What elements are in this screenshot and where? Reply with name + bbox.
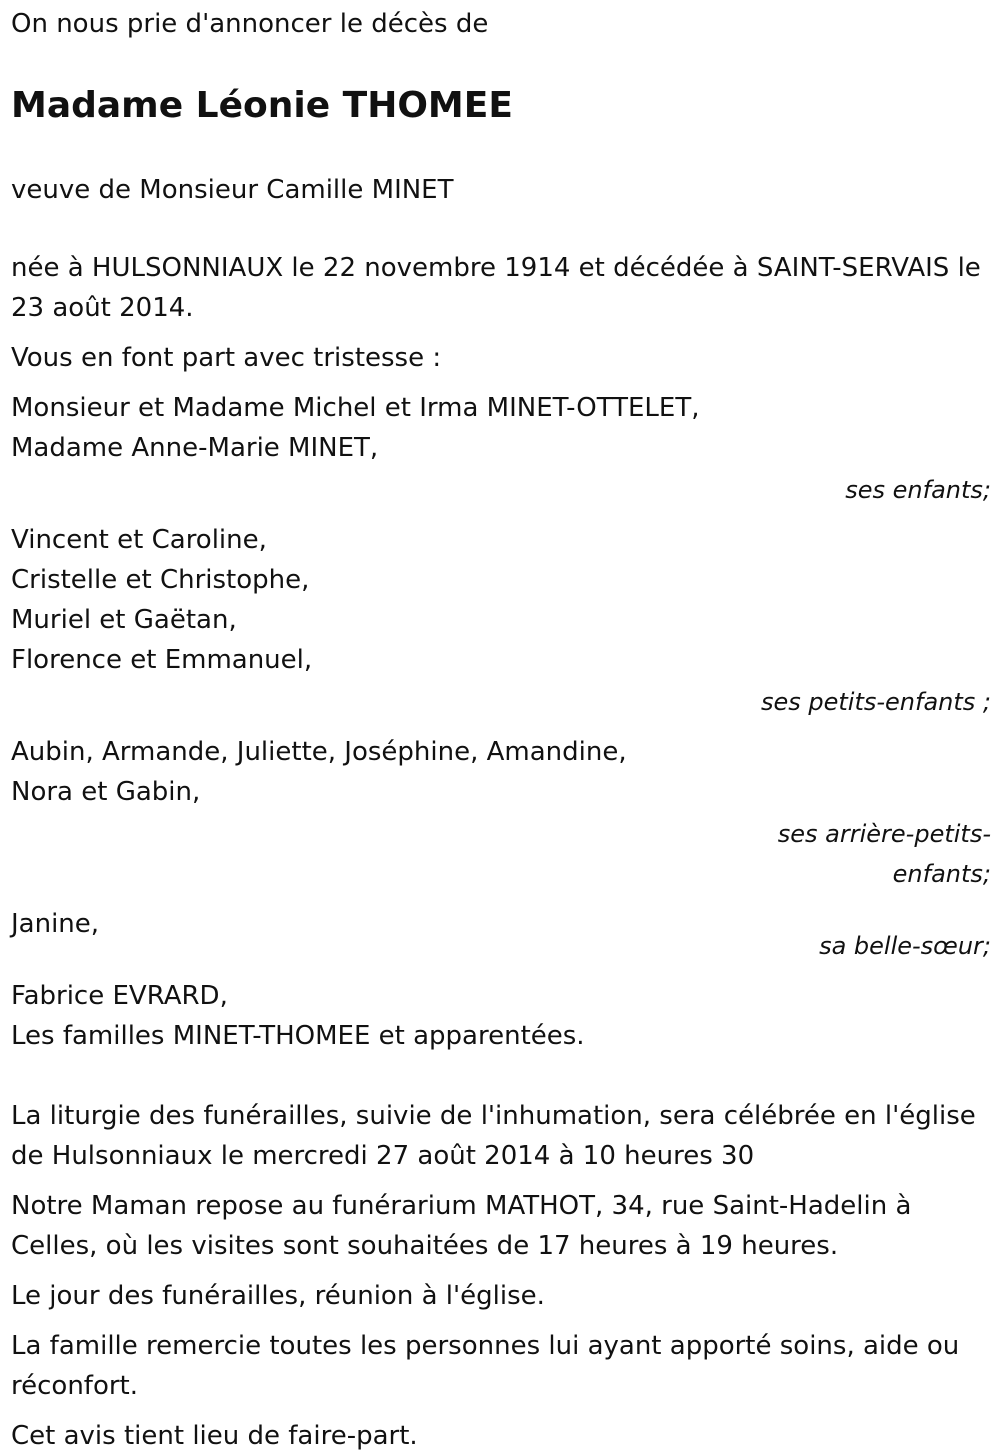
liturgy-text: La liturgie des funérailles, suivie de l'inhumation, sera célébrée en l'église de Hulsonniaux le mercredi 27 août 2014 à 10 heures 30 <box>11 1101 976 1171</box>
relation-label: ses enfants; <box>845 476 991 504</box>
family-group-grandchildren <box>11 520 991 722</box>
family-line: Fabrice EVRARD, <box>11 981 228 1011</box>
funeral-home-text: Notre Maman repose au funérarium MATHOT, 34, rue Saint-Hadelin à Celles, où les visites sont souhaitées de 17 heures à 19 heures. <box>11 1191 912 1261</box>
family-line: Muriel et Gaëtan, <box>11 605 237 635</box>
death-notice <box>11 4 991 1456</box>
family-line: Vincent et Caroline, <box>11 525 267 555</box>
intro-text: On nous prie d'annoncer le décès de <box>11 9 489 39</box>
announce-text: Vous en font part avec tristesse : <box>11 343 442 373</box>
family-group-children <box>11 388 991 510</box>
family-group-others <box>11 976 991 1056</box>
closing-text: Cet avis tient lieu de faire-part. <box>11 1421 418 1451</box>
deceased-name: Madame Léonie THOMEE <box>11 85 513 126</box>
family-line: Aubin, Armande, Juliette, Joséphine, Amandine, <box>11 737 627 767</box>
meeting-text: Le jour des funérailles, réunion à l'église. <box>11 1281 545 1311</box>
family-group-sister-in-law <box>11 904 991 966</box>
family-line: Cristelle et Christophe, <box>11 565 310 595</box>
relation-label: sa belle-sœur; <box>819 932 991 960</box>
widow-of-text: veuve de Monsieur Camille MINET <box>11 175 454 205</box>
relation-label: ses arrière-petits-enfants; <box>777 820 991 888</box>
family-line: Les familles MINET-THOMEE et apparentées. <box>11 1021 585 1051</box>
family-line: Nora et Gabin, <box>11 777 201 807</box>
birth-death-text: née à HULSONNIAUX le 22 novembre 1914 et décédée à SAINT-SERVAIS le 23 août 2014. <box>11 253 981 323</box>
family-group-great-grandchildren <box>11 732 991 894</box>
family-line: Florence et Emmanuel, <box>11 645 313 675</box>
family-line: Janine, <box>11 909 100 939</box>
thanks-text: La famille remercie toutes les personnes lui ayant apporté soins, aide ou réconfort. <box>11 1331 960 1401</box>
relation-label: ses petits-enfants ; <box>760 688 991 716</box>
family-line: Monsieur et Madame Michel et Irma MINET-OTTELET, <box>11 393 700 423</box>
family-line: Madame Anne-Marie MINET, <box>11 433 379 463</box>
